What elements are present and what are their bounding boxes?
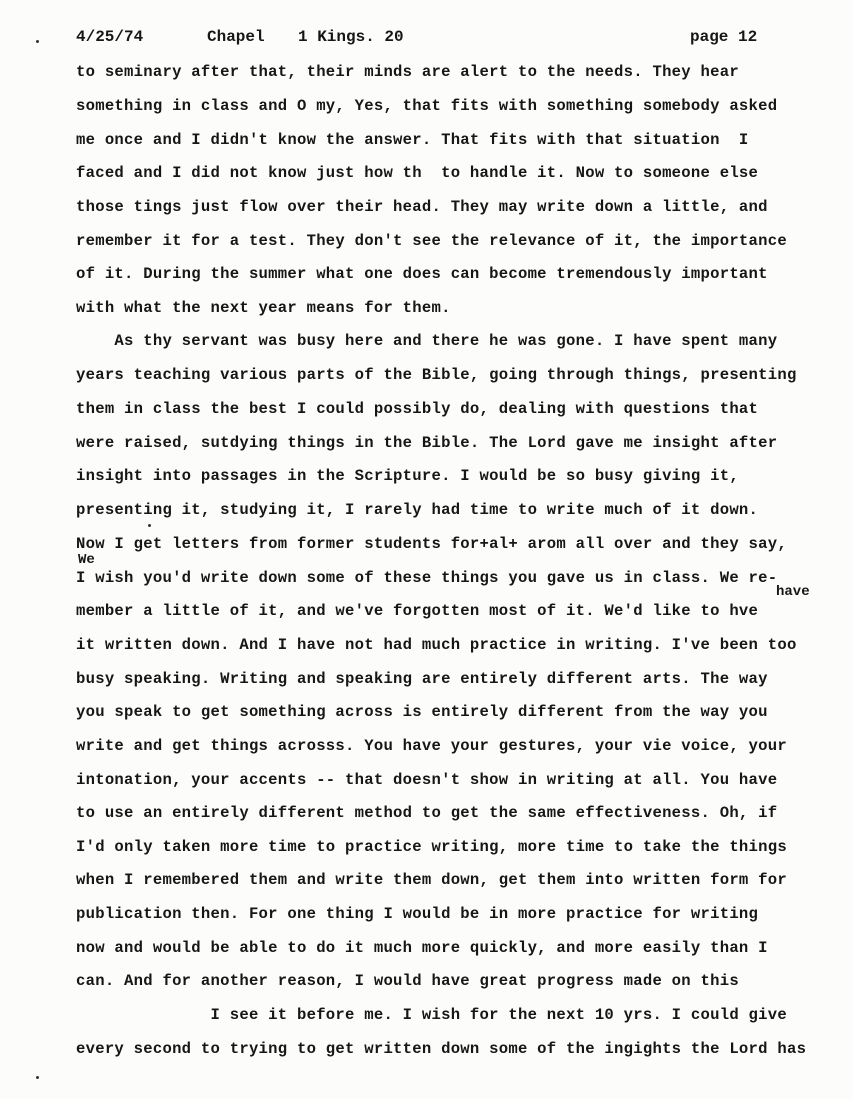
header-passage: 1 Kings. 20 [298, 28, 404, 46]
paper-speck [36, 40, 39, 43]
text-line: me once and I didn't know the answer. That fits with that situation I [76, 131, 749, 149]
header-page-number: page 12 [690, 28, 758, 46]
text-line: now and would be able to do it much more quickly, and more easily than I [76, 939, 768, 957]
text-line: can. And for another reason, I would have great progress made on this [76, 972, 739, 990]
text-line: write and get things acrosss. You have your gestures, your vie voice, your [76, 737, 787, 755]
handwritten-insert-we: We [78, 552, 95, 568]
text-line: insight into passages in the Scripture. I would be so busy giving it, [76, 467, 739, 485]
text-line: were raised, sutdying things in the Bible. The Lord gave me insight after [76, 434, 778, 452]
text-line: Now I get letters from former students for+al+ arom all over and they say, [76, 535, 787, 553]
text-line: you speak to get something across is entirely different from the way you [76, 703, 768, 721]
text-line: them in class the best I could possibly do, dealing with questions that [76, 400, 759, 418]
page-header [0, 28, 853, 52]
header-date: 4/25/74 [76, 28, 144, 46]
text-line: publication then. For one thing I would be in more practice for writing [76, 905, 759, 923]
text-line: to use an entirely different method to get the same effectiveness. Oh, if [76, 804, 778, 822]
handwritten-insert-have: have [776, 584, 810, 600]
text-line: I wish you'd write down some of these things you gave us in class. We re- [76, 569, 778, 587]
text-line: remember it for a test. They don't see the relevance of it, the importance [76, 232, 787, 250]
paper-speck [148, 524, 151, 527]
text-line: intonation, your accents -- that doesn't show in writing at all. You have [76, 771, 778, 789]
paper-speck [36, 1076, 39, 1079]
text-line: when I remembered them and write them down, get them into written form for [76, 871, 787, 889]
text-line: I see it before me. I wish for the next 10 yrs. I could give [76, 1006, 787, 1024]
text-line: those tings just flow over their head. They may write down a little, and [76, 198, 768, 216]
header-event: Chapel [207, 28, 265, 46]
text-line: years teaching various parts of the Bible, going through things, presenting [76, 366, 797, 384]
text-line: I'd only taken more time to practice writing, more time to take the things [76, 838, 787, 856]
text-line: As thy servant was busy here and there he was gone. I have spent many [76, 332, 778, 350]
text-line: something in class and O my, Yes, that fits with something somebody asked [76, 97, 778, 115]
text-line: of it. During the summer what one does can become tremendously important [76, 265, 768, 283]
text-line: presenting it, studying it, I rarely had time to write much of it down. [76, 501, 759, 519]
text-line: with what the next year means for them. [76, 299, 451, 317]
text-line: busy speaking. Writing and speaking are entirely different arts. The way [76, 670, 768, 688]
text-line: every second to trying to get written down some of the ingights the Lord has [76, 1040, 807, 1058]
text-line: member a little of it, and we've forgotten most of it. We'd like to hve [76, 602, 759, 620]
text-line: to seminary after that, their minds are alert to the needs. They hear [76, 63, 739, 81]
text-line: it written down. And I have not had much practice in writing. I've been too [76, 636, 797, 654]
text-line: faced and I did not know just how th to handle it. Now to someone else [76, 164, 759, 182]
